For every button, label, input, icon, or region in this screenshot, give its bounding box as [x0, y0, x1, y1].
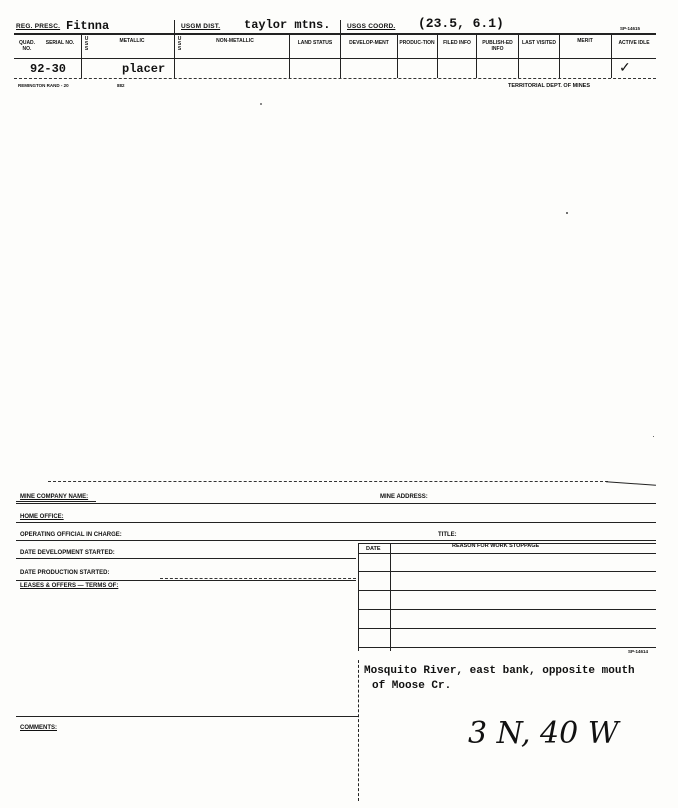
leases-label: LEASES & OFFERS — TERMS OF: [20, 583, 119, 589]
row-rule [14, 78, 656, 79]
usgs-coord-value: (23.5, 6.1) [418, 16, 504, 31]
reason-header: REASON FOR WORK STOPPAGE [452, 543, 540, 549]
col-uss-2: U S S [177, 36, 182, 52]
rule [160, 578, 356, 579]
reg-presc-value: Fitnna [66, 19, 110, 33]
reason-row-rule [358, 628, 656, 629]
form-number: SP-14615 [620, 26, 641, 31]
usgm-dist-value: taylor mtns. [244, 18, 331, 32]
col-merit: MERIT [577, 38, 593, 44]
col-sep [437, 34, 438, 78]
reason-row-rule [358, 647, 656, 648]
col-sep [81, 34, 82, 78]
home-office-label: HOME OFFICE: [20, 514, 64, 520]
location-note-line1: Mosquito River, east bank, opposite mouth [364, 665, 635, 677]
rule [16, 558, 356, 559]
usgs-coord-label: USGS COORD. [347, 23, 396, 30]
rule [16, 540, 656, 541]
speck [653, 436, 654, 437]
col-quad-no: QUAD. NO. [18, 40, 36, 52]
reason-table-divider [390, 543, 391, 651]
form-top-curve [606, 481, 656, 485]
form-top-dash [48, 481, 608, 482]
col-metallic: METALLIC [119, 38, 145, 44]
usgm-dist-label: USGM DIST. [181, 23, 221, 30]
mine-address-label: MINE ADDRESS: [380, 494, 428, 500]
col-published-info: PUBLISH-ED INFO [482, 40, 513, 52]
col-production: PRODUC-TION [399, 40, 435, 46]
col-sep [289, 34, 290, 78]
reg-presc-label: REG. PRESC. [16, 23, 61, 30]
active-check-mark: ✓ [619, 60, 631, 76]
col-sep [174, 34, 175, 78]
quad-serial-value: 92-30 [30, 62, 67, 76]
mine-company-name-label: MINE COMPANY NAME: [20, 494, 89, 500]
speck [260, 103, 262, 105]
col-sep [559, 34, 560, 78]
metallic-value: placer [122, 62, 166, 76]
col-serial-no: SERIAL NO. [45, 40, 75, 46]
handwritten-coordinates: 3 N, 40 W [468, 716, 619, 751]
operating-official-label: OPERATING OFFICIAL IN CHARGE: [20, 532, 122, 538]
col-sep [397, 34, 398, 78]
col-development: DEVELOP-MENT [349, 40, 389, 46]
printer-code: 882 [117, 83, 125, 88]
top-sep-1 [174, 20, 175, 34]
dept-label: TERRITORIAL DEPT. OF MINES [508, 83, 590, 89]
top-sep-2 [340, 20, 341, 34]
col-land-status: LAND STATUS [297, 40, 333, 46]
col-sep [611, 34, 612, 78]
col-non-metallic: NON-METALLIC [216, 38, 254, 44]
col-active-idle: ACTIVE IDLE [618, 40, 650, 46]
rule [16, 501, 96, 502]
form-number-2: SP-14614 [628, 649, 649, 654]
reason-row-rule [358, 571, 656, 572]
date-header: DATE [366, 546, 381, 552]
reason-row-rule [358, 590, 656, 591]
col-sep [518, 34, 519, 78]
date-development-label: DATE DEVELOPMENT STARTED: [20, 550, 115, 556]
reason-row-rule [358, 609, 656, 610]
speck [566, 212, 568, 214]
rule [16, 522, 656, 523]
col-last-visited: LAST VISITED [522, 40, 556, 46]
date-production-label: DATE PRODUCTION STARTED: [20, 570, 110, 576]
rule [16, 580, 356, 581]
reason-table-left [358, 543, 359, 651]
location-note-line2: of Moose Cr. [372, 680, 452, 692]
title-label: TITLE: [438, 532, 457, 538]
rule [16, 716, 358, 717]
rule [16, 503, 656, 504]
col-sep [340, 34, 341, 78]
printer-label: REMINGTON RAND - 20 [18, 83, 69, 88]
notes-divider [358, 660, 359, 801]
comments-label: COMMENTS: [20, 725, 57, 731]
col-filed-info: FILED INFO [443, 40, 471, 46]
col-sep [476, 34, 477, 78]
col-uss-1: U S S [84, 36, 89, 52]
rule [358, 553, 656, 554]
